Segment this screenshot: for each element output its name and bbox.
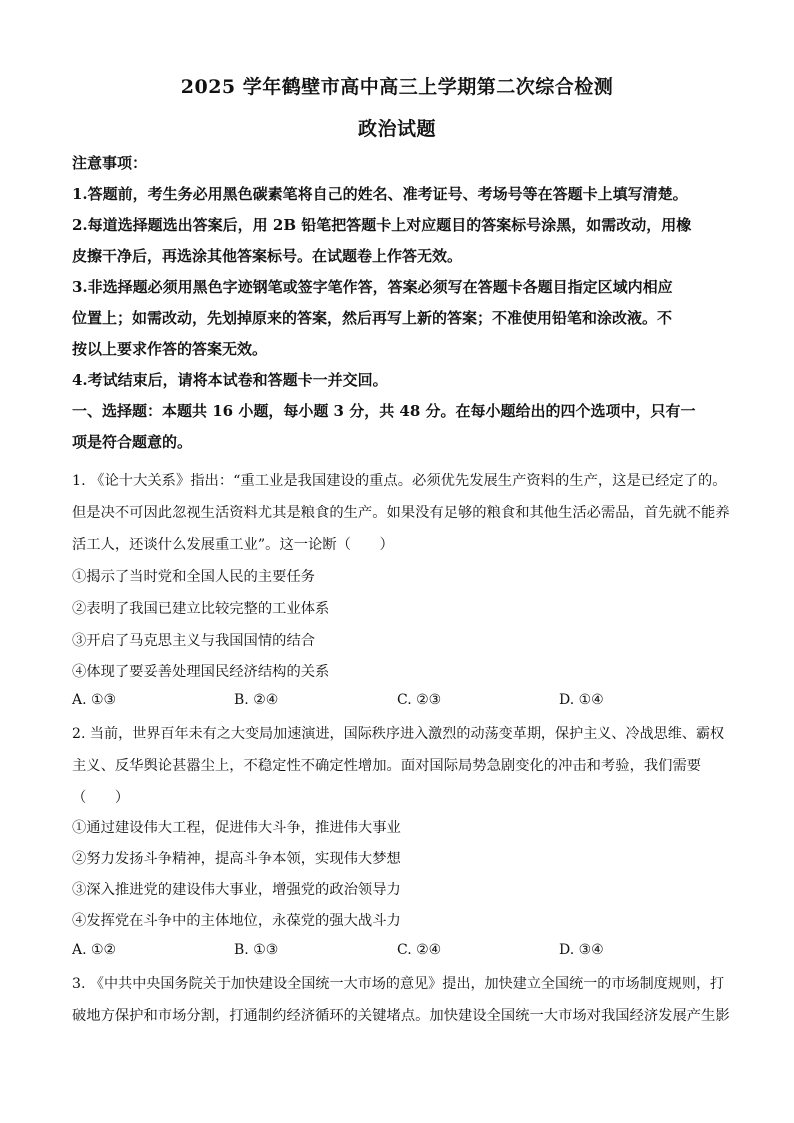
question-stem: 2. 当前，世界百年未有之大变局加速演进，国际秩序进入激烈的动荡变革期，保护主义、冷战思维、霸权: [72, 726, 725, 742]
question-stem: 3. 《中共中央国务院关于加快建设全国统一大市场的意见》提出，加快建立全国统一的市场制度规则，打: [72, 976, 725, 992]
statement-item: ③开启了马克思主义与我国国情的结合: [72, 633, 316, 649]
option-a: A. ①③: [72, 692, 117, 708]
section-heading: 项是符合题意的。: [72, 433, 193, 451]
question-stem: 但是决不可因此忽视生活资料尤其是粮食的生产。如果没有足够的粮食和其他生活必需品，首先就不能养: [72, 505, 730, 521]
option-c: C. ②③: [397, 692, 442, 708]
notes-line: 1.答题前，考生务必用黑色碳素笔将自己的姓名、准考证号、考场号等在答题卡上填写清楚。: [72, 185, 688, 203]
notes-line: 4.考试结束后，请将本试卷和答题卡一并交回。: [72, 371, 388, 389]
statement-item: ④体现了要妥善处理国民经济结构的关系: [72, 664, 330, 680]
option-d: D. ①④: [559, 692, 604, 708]
question-stem: 1. 《论十大关系》指出：“重工业是我国建设的重点。必须优先发展生产资料的生产，这是已经定了的。: [72, 473, 727, 489]
statement-item: ①揭示了当时党和全国人民的主要任务: [72, 569, 316, 585]
option-c: C. ②④: [397, 942, 442, 958]
exam-subject: 政治试题: [357, 118, 436, 140]
statement-item: ③深入推进党的建设伟大事业，增强党的政治领导力: [72, 882, 401, 898]
notes-heading: 注意事项：: [72, 154, 148, 172]
notes-line: 2.每道选择题选出答案后，用 2B 铅笔把答题卡上对应题目的答案标号涂黑，如需改动，用橡: [72, 216, 692, 234]
statement-item: ④发挥党在斗争中的主体地位，永葆党的强大战斗力: [72, 913, 401, 929]
option-b: B. ①③: [234, 942, 279, 958]
option-b: B. ②④: [234, 692, 279, 708]
option-d: D. ③④: [559, 942, 604, 958]
question-stem: （ ）: [72, 790, 130, 806]
statement-item: ②努力发扬斗争精神，提高斗争本领，实现伟大梦想: [72, 851, 401, 867]
statement-item: ②表明了我国已建立比较完整的工业体系: [72, 601, 330, 617]
notes-line: 皮擦干净后，再选涂其他答案标号。在试题卷上作答无效。: [72, 247, 463, 265]
notes-line: 3.非选择题必须用黑色字迹钢笔或签字笔作答，答案必须写在答题卡各题目指定区域内相应: [72, 278, 673, 296]
question-stem: 破地方保护和市场分割，打通制约经济循环的关键堵点。加快建设全国统一大市场对我国经济发展产生影: [72, 1008, 730, 1024]
section-heading: 一、选择题：本题共 16 小题，每小题 3 分，共 48 分。在每小题给出的四个选项中，只有一: [72, 402, 696, 420]
question-stem: 活工人，还谈什么发展重工业”。这一论断（ ）: [72, 537, 394, 553]
exam-title: 2025 学年鹤壁市高中高三上学期第二次综合检测: [180, 76, 614, 98]
statement-item: ①通过建设伟大工程，促进伟大斗争，推进伟大事业: [72, 820, 401, 836]
notes-line: 位置上；如需改动，先划掉原来的答案，然后再写上新的答案；不准使用铅笔和涂改液。不: [72, 309, 673, 327]
option-a: A. ①②: [72, 942, 117, 958]
notes-line: 按以上要求作答的答案无效。: [72, 340, 268, 358]
question-stem: 主义、反华舆论甚嚣尘上，不稳定性不确定性增加。面对国际局势急剧变化的冲击和考验，我们需要: [72, 758, 702, 774]
